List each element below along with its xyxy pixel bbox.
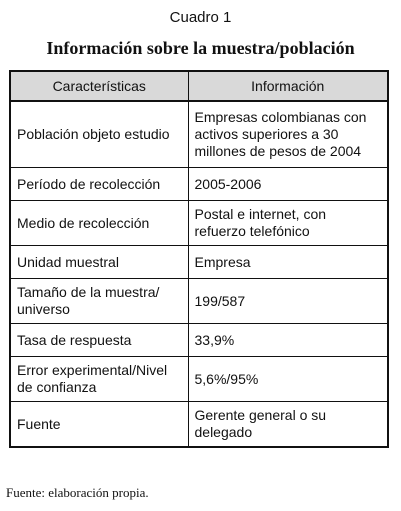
- row-value: 2005-2006: [188, 168, 388, 201]
- row-label: Fuente: [10, 402, 188, 448]
- row-label: Medio de recolección: [10, 201, 188, 246]
- row-label: Población objeto estudio: [10, 101, 188, 168]
- row-label: Unidad muestral: [10, 246, 188, 279]
- row-value: 5,6%/95%: [188, 357, 388, 402]
- table-row: [10, 279, 388, 324]
- table-row: [10, 246, 388, 279]
- row-value: Gerente general o su delegado: [188, 402, 388, 448]
- row-value: 33,9%: [188, 324, 388, 357]
- table-row: [10, 168, 388, 201]
- column-header-information: Información: [188, 71, 388, 101]
- row-value: Empresa: [188, 246, 388, 279]
- table-row: [10, 402, 388, 448]
- row-label: Período de recolección: [10, 168, 188, 201]
- row-label: Tamaño de la muestra/ universo: [10, 279, 188, 324]
- table-row: [10, 201, 388, 246]
- row-label: Error experimental/Nivel de confianza: [10, 357, 188, 402]
- table-row: [10, 324, 388, 357]
- row-label: Tasa de respuesta: [10, 324, 188, 357]
- table-row: [10, 357, 388, 402]
- column-header-characteristics: Características: [10, 71, 188, 101]
- table-caption-label: Cuadro 1: [169, 9, 232, 26]
- sample-info-table: [9, 70, 389, 448]
- table-header-row: [10, 71, 388, 101]
- row-value: Postal e internet, con refuerzo telefónico: [188, 201, 388, 246]
- row-value: Empresas colombianas con activos superiores a 30 millones de pesos de 2004: [188, 101, 388, 168]
- row-value: 199/587: [188, 279, 388, 324]
- table-row: [10, 101, 388, 168]
- table-title: Información sobre la muestra/población: [46, 38, 355, 58]
- source-note: Fuente: elaboración propia.: [6, 485, 149, 500]
